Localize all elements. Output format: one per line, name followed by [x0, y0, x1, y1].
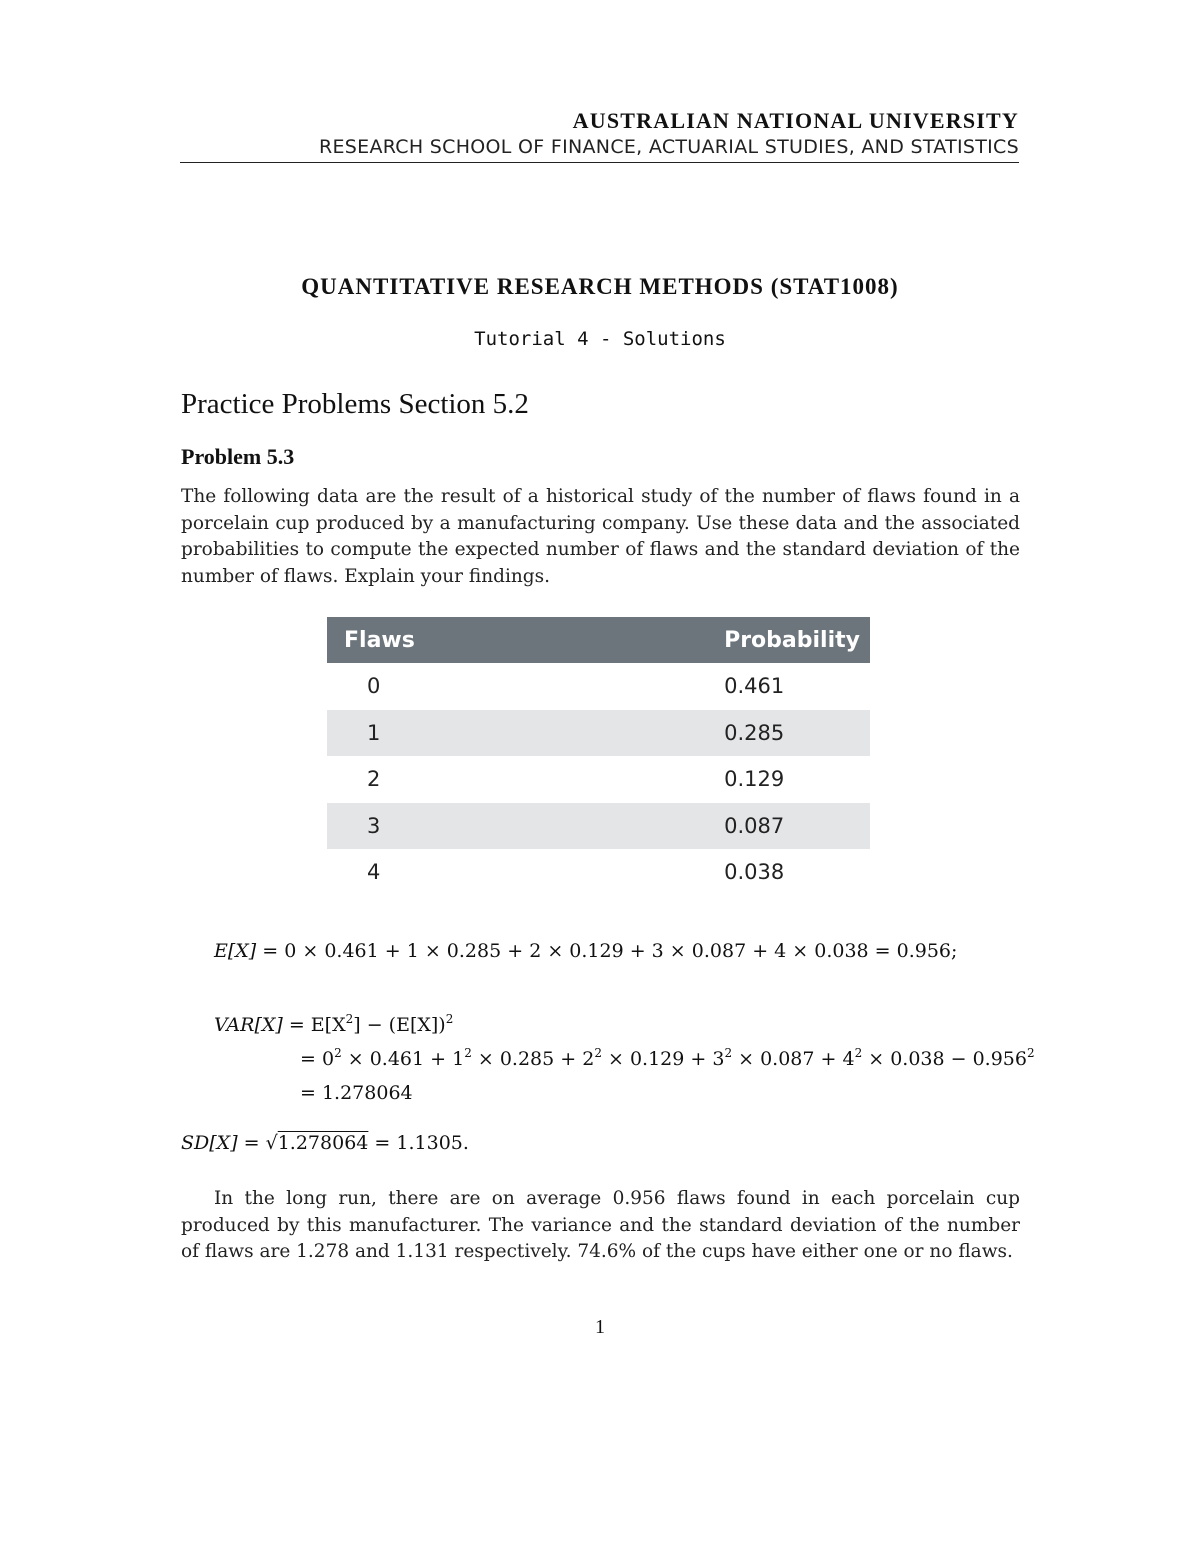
section-heading: Practice Problems Section 5.2 — [181, 388, 529, 420]
exponent: 2 — [854, 1046, 863, 1060]
variance-expansion — [300, 1048, 1035, 1070]
var-term: × 0.129 + 3 — [601, 1048, 725, 1070]
problem-heading: Problem 5.3 — [181, 444, 295, 469]
column-header-flaws: Flaws — [327, 617, 724, 663]
var-term: = E[X — [282, 1014, 346, 1036]
school-name: RESEARCH SCHOOL OF FINANCE, ACTUARIAL STUDIES, AND STATISTICS — [318, 136, 1019, 158]
standard-deviation-equation — [181, 1132, 469, 1154]
table-row — [327, 849, 870, 896]
cell-flaws: 3 — [327, 803, 724, 850]
exponent: 2 — [464, 1046, 472, 1060]
cell-probability: 0.461 — [724, 674, 785, 699]
cell-flaws: 4 — [367, 860, 381, 885]
page-number: 1 — [595, 1316, 605, 1338]
sd-radicand: 1.278064 — [277, 1132, 369, 1154]
exponent: 2 — [594, 1046, 602, 1060]
exponent: 2 — [345, 1012, 354, 1026]
cell-flaws: 0 — [367, 674, 381, 699]
table-header-row — [327, 617, 870, 663]
expected-value-equation — [214, 940, 957, 962]
var-term: × 0.285 + 2 — [471, 1048, 595, 1070]
ex-rhs: = 0 × 0.461 + 1 × 0.285 + 2 × 0.129 + 3 × 0.087 + 4 × 0.038 = 0.956; — [256, 940, 958, 962]
column-header-probability: Probability — [724, 617, 870, 663]
exponent: 2 — [724, 1046, 733, 1060]
cell-probability: 0.087 — [724, 803, 870, 850]
table-row — [327, 756, 870, 803]
problem-statement: The following data are the result of a historical study of the number of flaws found in a porcelain cup produced by a manufacturing company. Use these data and the associated probabilities to compute the expected number of flaws and the standard deviation of the number of flaws. Explain your findings. — [181, 486, 1020, 587]
variance-result: = 1.278064 — [300, 1082, 413, 1104]
cell-probability: 0.038 — [724, 860, 785, 885]
var-term: = 0 — [300, 1048, 335, 1070]
var-term: × 0.461 + 1 — [341, 1048, 465, 1070]
cell-flaws: 1 — [327, 710, 724, 757]
cell-flaws: 2 — [367, 767, 381, 792]
conclusion-paragraph: In the long run, there are on average 0.956 flaws found in each porcelain cup produced by this manufacturer. The variance and the standard deviation of the number of flaws are 1.278 and 1.131 respectively. 74.6% of the cups have either one or no flaws. — [181, 1188, 1020, 1262]
probability-table — [327, 617, 870, 896]
course-title: QUANTITATIVE RESEARCH METHODS (STAT1008) — [301, 274, 899, 299]
table-row — [327, 803, 870, 850]
exponent: 2 — [334, 1046, 342, 1060]
document-subtitle: Tutorial 4 - Solutions — [474, 328, 726, 350]
table-row — [327, 663, 870, 710]
var-term: ] − (E[X]) — [353, 1014, 446, 1036]
variance-definition — [214, 1014, 453, 1036]
var-lhs: VAR[X] — [214, 1014, 283, 1036]
sd-lhs: SD[X] — [181, 1132, 238, 1154]
header-divider — [180, 162, 1019, 163]
exponent: 2 — [1027, 1046, 1035, 1060]
sqrt-symbol: = √ — [237, 1132, 278, 1154]
table-row — [327, 710, 870, 757]
exponent: 2 — [445, 1012, 454, 1026]
cell-probability: 0.129 — [724, 767, 785, 792]
sd-result: = 1.1305. — [368, 1132, 469, 1154]
cell-probability: 0.285 — [724, 710, 870, 757]
var-term: × 0.087 + 4 — [732, 1048, 855, 1070]
var-term: × 0.038 − 0.956 — [862, 1048, 1027, 1070]
ex-lhs: E[X] — [214, 940, 257, 962]
university-name: AUSTRALIAN NATIONAL UNIVERSITY — [572, 108, 1019, 133]
